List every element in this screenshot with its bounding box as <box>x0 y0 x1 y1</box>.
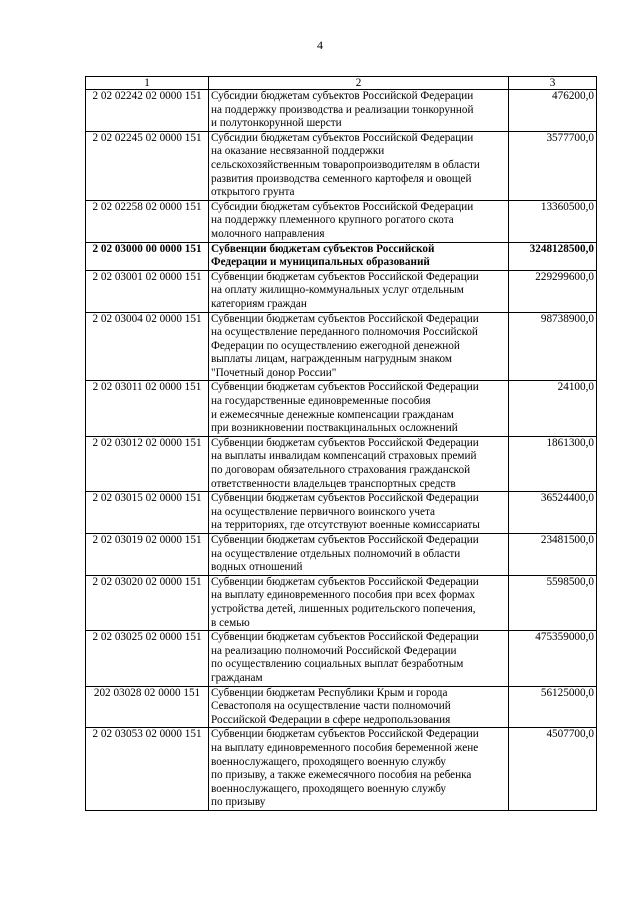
table-row <box>86 436 597 491</box>
budget-code-cell: 2 02 02242 02 0000 151 <box>86 90 209 132</box>
budget-code-cell: 202 03028 02 0000 151 <box>86 686 209 728</box>
description-line: Субвенции бюджетам субъектов Российской Федерации <box>211 575 479 588</box>
table-row <box>86 534 597 576</box>
table-row <box>86 90 597 132</box>
table-row <box>86 728 597 811</box>
description-line: на поддержку производства и реализации тонкорунной <box>211 103 474 116</box>
amount-cell: 56125000,0 <box>509 686 597 728</box>
description-line: "Почетный донор России" <box>211 366 337 379</box>
page-number: 4 <box>317 38 323 52</box>
description-line: при возникновении поствакцинальных осложнений <box>211 422 458 435</box>
budget-code-cell: 2 02 02245 02 0000 151 <box>86 131 209 200</box>
amount-cell: 475359000,0 <box>509 631 597 686</box>
amount-cell: 476200,0 <box>509 90 597 132</box>
budget-code-cell: 2 02 03012 02 0000 151 <box>86 436 209 491</box>
column-header-code: 1 <box>86 77 209 90</box>
table-row <box>86 270 597 312</box>
description-cell <box>209 575 509 630</box>
budget-code-cell: 2 02 03015 02 0000 151 <box>86 492 209 534</box>
description-line: по призыву <box>211 796 266 809</box>
description-line: и ежемесячные денежные компенсации гражданам <box>211 408 454 421</box>
description-cell <box>209 381 509 436</box>
description-cell <box>209 492 509 534</box>
description-cell <box>209 728 509 811</box>
description-line: на поддержку племенного крупного рогатого скота <box>211 214 454 227</box>
table-row <box>86 575 597 630</box>
description-line: в семью <box>211 616 250 629</box>
budget-table <box>85 76 597 811</box>
description-line: молочного направления <box>211 227 325 240</box>
table-row <box>86 131 597 200</box>
budget-code-cell: 2 02 03000 00 0000 151 <box>86 242 209 270</box>
amount-cell: 36524400,0 <box>509 492 597 534</box>
description-line: водных отношений <box>211 561 303 574</box>
description-line: категориям граждан <box>211 297 307 310</box>
description-line: ответственности владельцев транспортных средств <box>211 477 456 490</box>
description-cell <box>209 686 509 728</box>
amount-cell: 23481500,0 <box>509 534 597 576</box>
budget-code-cell: 2 02 03025 02 0000 151 <box>86 631 209 686</box>
budget-code-cell: 2 02 03001 02 0000 151 <box>86 270 209 312</box>
description-cell <box>209 242 509 270</box>
description-line: Субвенции бюджетам субъектов Российской Федерации <box>211 270 479 283</box>
description-line: Российской Федерации в сфере недропользования <box>211 713 451 726</box>
description-cell <box>209 90 509 132</box>
description-line: Субвенции бюджетам субъектов Российской Федерации <box>211 381 479 394</box>
description-line: Субвенции бюджетам Республики Крым и города <box>211 686 448 699</box>
table-row <box>86 686 597 728</box>
description-line: на государственные единовременные пособия <box>211 395 431 408</box>
amount-cell: 229299600,0 <box>509 270 597 312</box>
description-cell <box>209 312 509 381</box>
description-line: по осуществлению социальных выплат безработным <box>211 658 464 671</box>
column-header-amount: 3 <box>509 77 597 90</box>
table-row <box>86 381 597 436</box>
description-line: Субвенции бюджетам субъектов Российской <box>211 242 435 255</box>
description-line: на осуществление первичного воинского учета <box>211 505 435 518</box>
description-line: Федерации по осуществлению ежегодной денежной <box>211 339 460 352</box>
description-line: на выплаты инвалидам компенсаций страховых премий <box>211 450 477 463</box>
table-header-row <box>86 77 597 90</box>
amount-cell: 3577700,0 <box>509 131 597 200</box>
description-line: по призыву, а также ежемесячного пособия на ребенка <box>211 769 472 782</box>
description-line: военнослужащего, проходящего военную службу <box>211 782 447 795</box>
amount-cell: 24100,0 <box>509 381 597 436</box>
description-line: Субвенции бюджетам субъектов Российской Федерации <box>211 728 479 741</box>
description-line: военнослужащего, проходящего военную службу <box>211 755 447 768</box>
description-line: и полутонкорунной шерсти <box>211 117 342 130</box>
description-line: на территориях, где отсутствуют военные комиссариаты <box>211 519 480 532</box>
description-line: по договорам обязательного страхования гражданской <box>211 464 471 477</box>
description-cell <box>209 534 509 576</box>
table-row <box>86 242 597 270</box>
table-row <box>86 200 597 242</box>
description-cell <box>209 436 509 491</box>
description-line: Субвенции бюджетам субъектов Российской Федерации <box>211 436 479 449</box>
budget-code-cell: 2 02 03011 02 0000 151 <box>86 381 209 436</box>
description-line: Субвенции бюджетам субъектов Российской Федерации <box>211 631 479 644</box>
description-line: Субсидии бюджетам субъектов Российской Федерации <box>211 131 474 144</box>
description-line: Субвенции бюджетам субъектов Российской Федерации <box>211 534 479 546</box>
amount-cell: 3248128500,0 <box>509 242 597 270</box>
budget-code-cell: 2 02 03004 02 0000 151 <box>86 312 209 381</box>
description-line: устройства детей, лишенных родительского попечения, <box>211 602 476 615</box>
budget-code-cell: 2 02 03019 02 0000 151 <box>86 534 209 576</box>
description-line: открытого грунта <box>211 186 295 199</box>
description-line: выплаты лицам, награжденным нагрудным знаком <box>211 353 452 366</box>
description-line: Субсидии бюджетам субъектов Российской Федерации <box>211 200 474 213</box>
table-body <box>86 90 597 811</box>
description-line: Федерации и муниципальных образований <box>211 256 430 269</box>
budget-code-cell: 2 02 03020 02 0000 151 <box>86 575 209 630</box>
table-row <box>86 312 597 381</box>
description-line: на реализацию полномочий Российской Федерации <box>211 644 457 657</box>
amount-cell: 4507700,0 <box>509 728 597 811</box>
description-line: на осуществление отдельных полномочий в области <box>211 547 461 560</box>
description-line: Субвенции бюджетам субъектов Российской Федерации <box>211 492 479 505</box>
table-row <box>86 631 597 686</box>
amount-cell: 98738900,0 <box>509 312 597 381</box>
description-line: на оказание несвязанной поддержки <box>211 145 385 158</box>
description-line: на осуществление переданного полномочия Российской <box>211 326 478 339</box>
amount-cell: 5598500,0 <box>509 575 597 630</box>
column-header-description: 2 <box>209 77 509 90</box>
description-line: гражданам <box>211 671 263 684</box>
description-line: Севастополя на осуществление части полномочий <box>211 700 451 713</box>
description-line: на выплату единовременного пособия при всех формах <box>211 589 475 602</box>
description-line: Субсидии бюджетам субъектов Российской Федерации <box>211 90 474 102</box>
description-line: на выплату единовременного пособия беременной жене <box>211 741 479 754</box>
description-line: сельскохозяйственным товаропроизводителям в области <box>211 158 480 171</box>
description-line: развития производства семенного картофеля и овощей <box>211 172 472 185</box>
description-line: Субвенции бюджетам субъектов Российской Федерации <box>211 312 479 325</box>
description-cell <box>209 270 509 312</box>
budget-code-cell: 2 02 03053 02 0000 151 <box>86 728 209 811</box>
description-cell <box>209 200 509 242</box>
description-line: на оплату жилищно-коммунальных услуг отдельным <box>211 284 464 297</box>
table-row <box>86 492 597 534</box>
amount-cell: 13360500,0 <box>509 200 597 242</box>
budget-code-cell: 2 02 02258 02 0000 151 <box>86 200 209 242</box>
description-cell <box>209 131 509 200</box>
description-cell <box>209 631 509 686</box>
amount-cell: 1861300,0 <box>509 436 597 491</box>
